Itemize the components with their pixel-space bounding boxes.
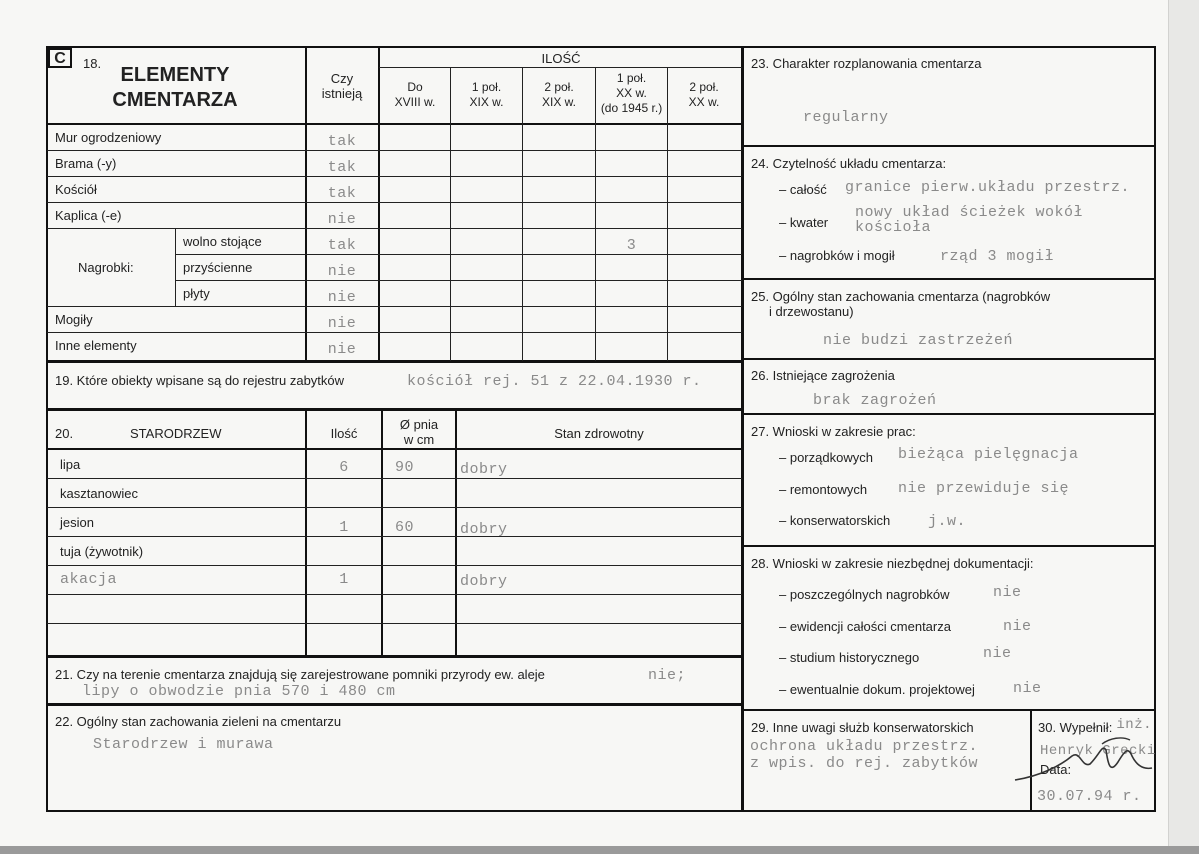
section-27-item-value: bieżąca pielęgnacja [898, 446, 1079, 463]
tree-qty: 6 [339, 459, 349, 476]
exists-value: nie [327, 289, 357, 306]
section-29-label: 29. Inne uwagi służb konserwatorskich [751, 720, 974, 735]
row-line [47, 565, 742, 566]
tree-health: dobry [460, 461, 508, 478]
exists-value: nie [327, 211, 357, 228]
row-label: Mogiły [55, 312, 93, 327]
period-header: Do XVIII w. [394, 80, 436, 109]
tree-diam: 60 [395, 519, 415, 536]
signature-icon [1010, 730, 1160, 790]
tree-name: tuja (żywotnik) [60, 544, 144, 559]
period-header: 1 poł. XIX w. [469, 80, 504, 109]
row-line [47, 536, 742, 537]
period-header: 2 poł. XX w. [688, 80, 720, 109]
row-label: wolno stojące [183, 234, 262, 249]
section-24-item-value: granice pierw.układu przestrz. [845, 179, 1131, 196]
group-divider [175, 228, 176, 306]
table-title-line2: CMENTARZA [112, 89, 238, 111]
period-header: 2 poł. XIX w. [541, 80, 576, 109]
section-27-label: 27. Wnioski w zakresie prac: [751, 424, 916, 439]
section-22-value: Starodrzew i murawa [93, 736, 274, 753]
quantity-value: 3 [626, 237, 637, 254]
row-label: płyty [183, 286, 210, 301]
exists-value: tak [327, 159, 357, 176]
exists-value: tak [327, 133, 357, 150]
row-line [47, 176, 742, 177]
col-qty-header: Ilość [330, 426, 358, 441]
section-30-date-label: Data: [1040, 762, 1072, 777]
quantity-header: ILOŚĆ [541, 51, 581, 66]
col-health-header: Stan zdrowotny [554, 426, 644, 441]
section-28-item-value: nie [1003, 618, 1032, 635]
section-21-value: lipy o obwodzie pnia 570 i 480 cm [82, 683, 396, 700]
section-30-name: inż. Henryk Grecki [1040, 717, 1156, 759]
section-divider [742, 278, 1156, 280]
paper-shadow [0, 846, 1199, 854]
tree-health: dobry [460, 573, 508, 590]
section-30-date: 30.07.94 r. [1037, 788, 1142, 805]
section-28-label: 28. Wnioski w zakresie niezbędnej dokumentacji: [751, 556, 1034, 571]
exists-value: tak [327, 185, 357, 202]
tree-name: jesion [60, 515, 94, 530]
section-number: 18. [83, 56, 102, 71]
section-divider [742, 413, 1156, 415]
col-exists-header: Czy istnieją [321, 71, 363, 101]
exists-value: nie [327, 341, 357, 358]
section-19-value: kościół rej. 51 z 22.04.1930 r. [407, 373, 702, 390]
section-24-item-label: – całość [779, 182, 827, 197]
section-30-label: 30. Wypełnił: [1038, 720, 1113, 735]
section-divider [742, 709, 1156, 711]
section-21-label: 21. Czy na terenie cmentarza znajdują się zarejestrowane pomniki przyrody ew. aleje [55, 667, 545, 682]
section-28-item-value: nie [983, 645, 1012, 662]
row-line [176, 254, 742, 255]
col-divider [522, 67, 523, 362]
row-line [47, 306, 742, 307]
section-27-item-label: – remontowych [779, 482, 868, 497]
row-line [47, 202, 742, 203]
section-26-label: 26. Istniejące zagrożenia [751, 368, 895, 383]
row-label: przyścienne [183, 260, 253, 275]
section-28-item-label: – ewidencji całości cmentarza [779, 619, 951, 634]
row-line [47, 228, 742, 229]
row-label: Brama (-y) [55, 156, 117, 171]
section-20-title: STARODRZEW [130, 426, 222, 441]
section-24-item-label: – nagrobków i mogił [779, 248, 895, 263]
section-20-number: 20. [55, 426, 74, 441]
row-label: Kościół [55, 182, 97, 197]
row-line [176, 280, 742, 281]
section-29-value: ochrona układu przestrz. z wpis. do rej. zabytków [750, 738, 979, 772]
section-24-label: 24. Czytelność układu cmentarza: [751, 156, 947, 171]
tree-qty: 1 [339, 519, 349, 536]
row-label: Mur ogrodzeniowy [55, 130, 162, 145]
col-divider [667, 67, 668, 362]
table-title-line1: ELEMENTY [120, 64, 230, 86]
section-26-value: brak zagrożeń [813, 392, 937, 409]
row-line [47, 507, 742, 508]
section-21-value: nie; [648, 667, 687, 684]
period-header: 1 poł. XX w. (do 1945 r.) [600, 71, 663, 115]
col-divider [450, 67, 451, 362]
tree-diam: 90 [395, 459, 415, 476]
tree-name: lipa [60, 457, 81, 472]
quantity-header-line [379, 67, 742, 68]
row-label: Kaplica (-e) [55, 208, 122, 223]
group-label: Nagrobki: [78, 260, 134, 275]
col-divider [455, 409, 457, 657]
header-bottom-line [46, 123, 743, 125]
section-letter: C [48, 48, 72, 68]
section-28-item-value: nie [993, 584, 1022, 601]
section-28-item-value: nie [1013, 680, 1042, 697]
row-label: Inne elementy [55, 338, 137, 353]
section-23-label: 23. Charakter rozplanowania cmentarza [751, 56, 982, 71]
section-divider [742, 358, 1156, 360]
row-line [47, 332, 742, 333]
section-27-item-value: nie przewiduje się [898, 480, 1070, 497]
section-22-label: 22. Ogólny stan zachowania zieleni na cmentarzu [55, 714, 342, 729]
row-line [47, 623, 742, 624]
col-diam-header: Ø pnia w cm [399, 417, 439, 447]
row-line [47, 478, 742, 479]
section-28-item-label: – studium historycznego [779, 650, 920, 665]
section-divider [742, 145, 1156, 147]
section-28-item-label: – poszczególnych nagrobków [779, 587, 950, 602]
section-divider [742, 545, 1156, 547]
section-24-item-label: – kwater [779, 215, 829, 230]
paper-edge [1168, 0, 1199, 854]
header-bottom-line [46, 448, 743, 450]
section-27-item-label: – porządkowych [779, 450, 873, 465]
section-27-item-label: – konserwatorskich [779, 513, 891, 528]
exists-value: tak [327, 237, 357, 254]
section-23-value: regularny [803, 109, 889, 126]
tree-qty: 1 [339, 571, 349, 588]
section-27-item-value: j.w. [928, 513, 967, 530]
section-19-label: 19. Które obiekty wpisane są do rejestru zabytków [55, 373, 345, 388]
section-24-item-value: nowy układ ścieżek wokół kościoła [855, 204, 1084, 236]
exists-value: nie [327, 263, 357, 280]
tree-name: kasztanowiec [60, 486, 139, 501]
exists-value: nie [327, 315, 357, 332]
section-25-label: 25. Ogólny stan zachowania cmentarza (nagrobków i drzewostanu) [751, 289, 1051, 319]
section-24-item-value: rząd 3 mogił [940, 248, 1055, 265]
section-25-value: nie budzi zastrzeżeń [823, 332, 1014, 349]
section-28-item-label: – ewentualnie dokum. projektowej [779, 682, 975, 697]
row-line [47, 594, 742, 595]
row-line [47, 150, 742, 151]
tree-health: dobry [460, 521, 508, 538]
tree-name: akacja [60, 571, 118, 588]
